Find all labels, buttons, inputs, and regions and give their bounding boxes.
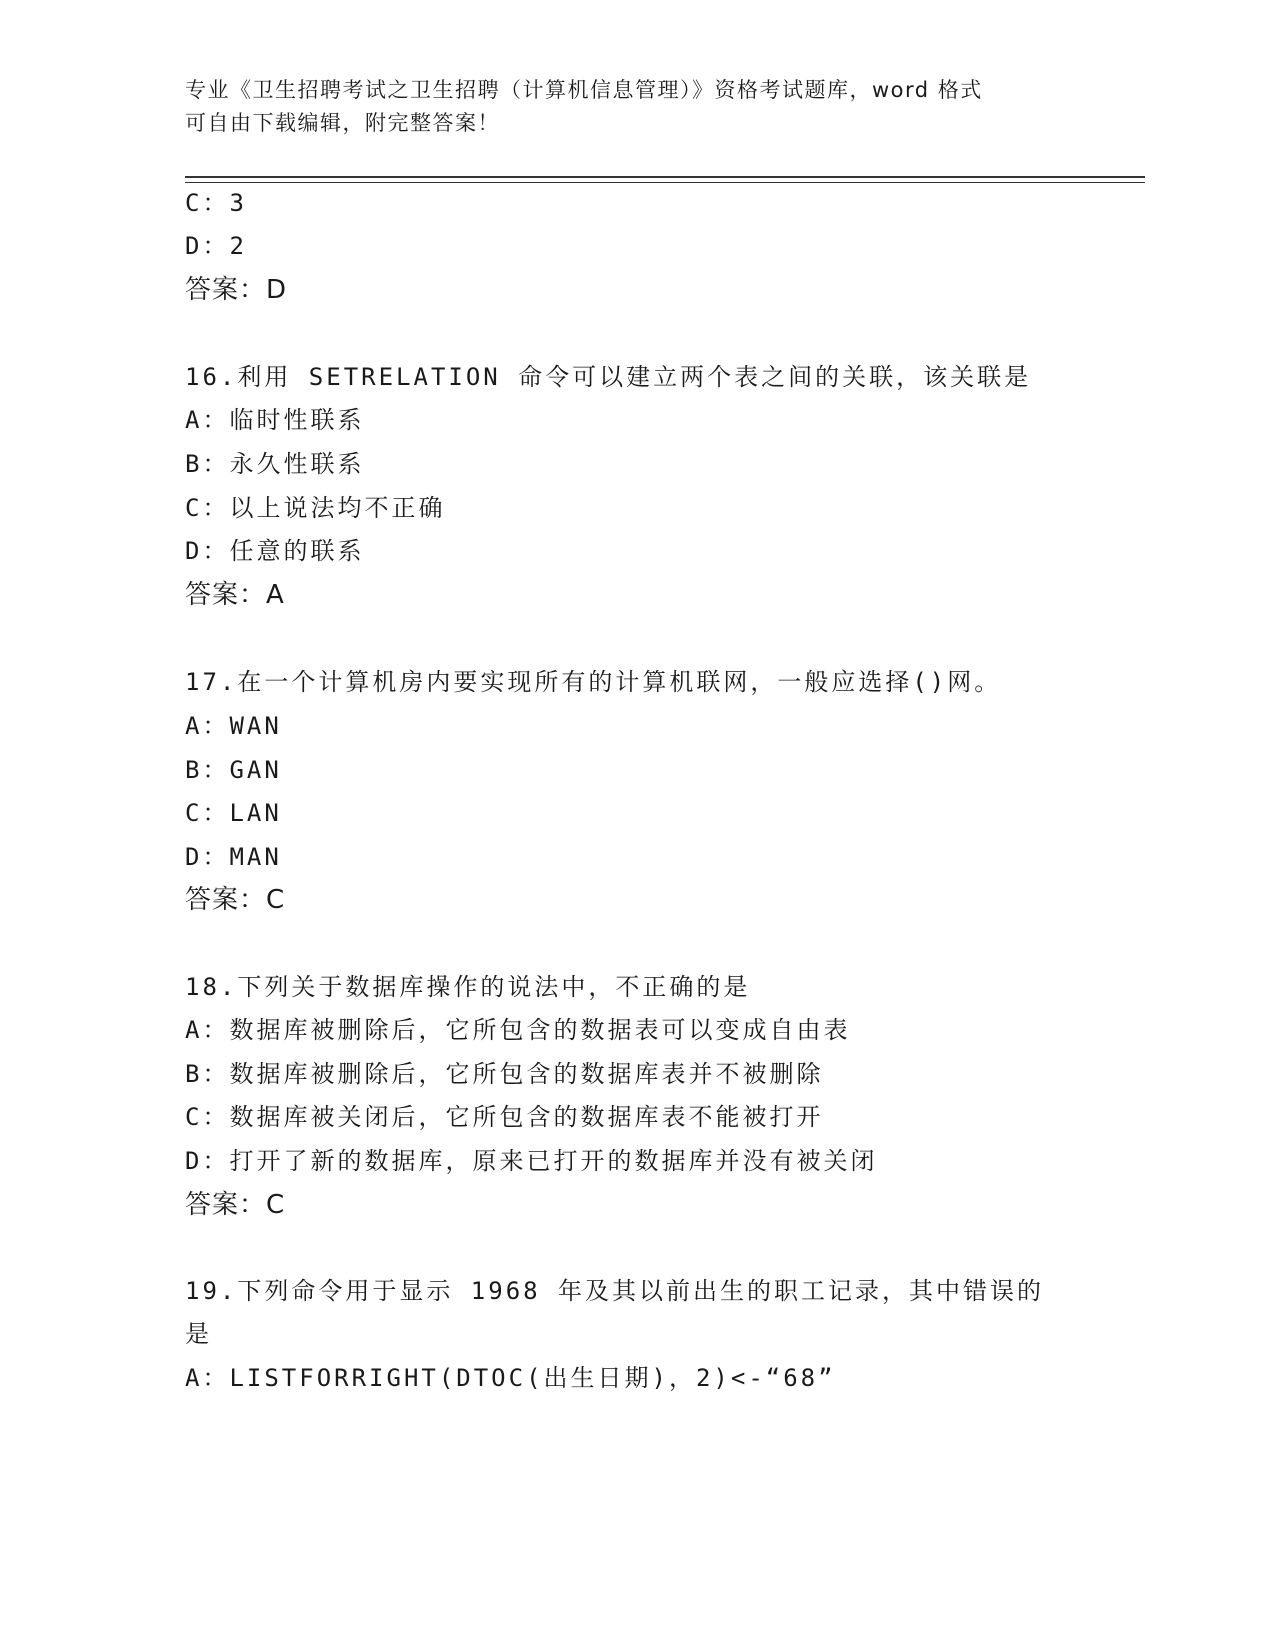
option-b: B：GAN bbox=[185, 756, 282, 784]
option-c: C：以上说法均不正确 bbox=[185, 494, 446, 522]
option-a: A：临时性联系 bbox=[185, 406, 365, 434]
header-divider-thin bbox=[185, 182, 1145, 183]
option-a: A：LISTFORRIGHT(DTOC(出生日期)，2)<-“68” bbox=[185, 1364, 836, 1392]
option-a: A：数据库被删除后，它所包含的数据表可以变成自由表 bbox=[185, 1016, 851, 1044]
header-divider bbox=[185, 176, 1145, 178]
option-d: D：打开了新的数据库，原来已打开的数据库并没有被关闭 bbox=[185, 1147, 878, 1175]
option-d: D：MAN bbox=[185, 843, 282, 871]
option-d: D：2 bbox=[185, 232, 247, 260]
answer-label: 答案：C bbox=[185, 885, 286, 915]
question-stem: 18.下列关于数据库操作的说法中，不正确的是 bbox=[185, 973, 751, 1001]
option-a: A：WAN bbox=[185, 712, 282, 740]
question-stem-continuation: 是 bbox=[185, 1320, 212, 1348]
question-stem: 17.在一个计算机房内要实现所有的计算机联网，一般应选择()网。 bbox=[185, 668, 1002, 696]
document-header bbox=[185, 74, 1065, 140]
answer-label: 答案：D bbox=[185, 275, 288, 305]
option-c: C：数据库被关闭后，它所包含的数据库表不能被打开 bbox=[185, 1103, 824, 1131]
header-line-2: 可自由下载编辑，附完整答案！ bbox=[185, 111, 500, 135]
option-d: D：任意的联系 bbox=[185, 537, 365, 565]
option-b: B：永久性联系 bbox=[185, 450, 365, 478]
answer-label: 答案：C bbox=[185, 1190, 286, 1220]
option-c: C：LAN bbox=[185, 799, 282, 827]
answer-label: 答案：A bbox=[185, 580, 285, 610]
question-stem: 19.下列命令用于显示 1968 年及其以前出生的职工记录，其中错误的 bbox=[185, 1277, 1045, 1305]
header-line-1: 专业《卫生招聘考试之卫生招聘（计算机信息管理）》资格考试题库，word 格式 bbox=[185, 78, 983, 102]
option-c: C：3 bbox=[185, 189, 247, 217]
option-b: B：数据库被删除后，它所包含的数据库表并不被删除 bbox=[185, 1060, 824, 1088]
question-stem: 16.利用 SETRELATION 命令可以建立两个表之间的关联，该关联是 bbox=[185, 363, 1032, 391]
